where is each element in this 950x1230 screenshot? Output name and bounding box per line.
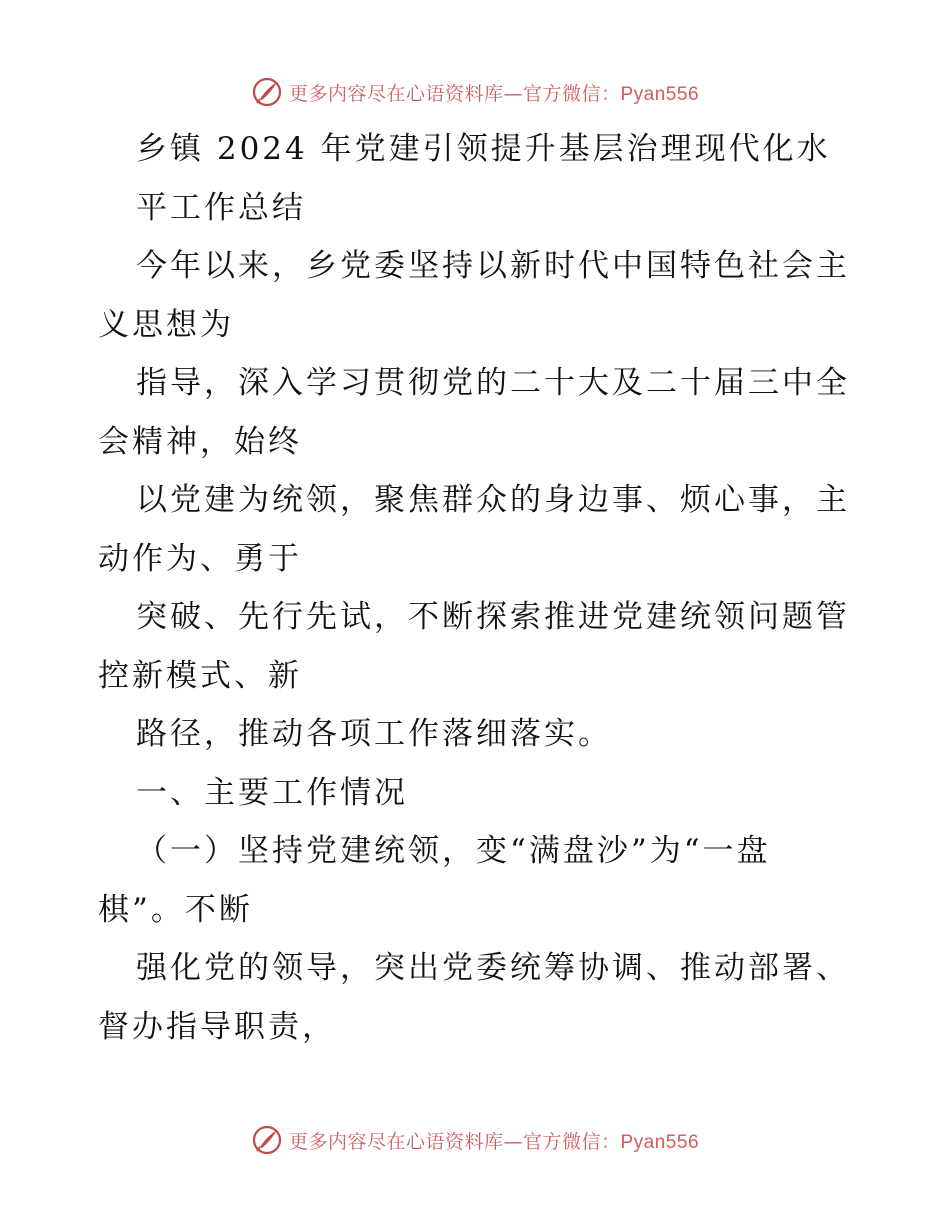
watermark-wechat-id: Pyan556 <box>620 1131 700 1153</box>
document-body <box>98 120 858 1056</box>
text-line: 指导，深入学习贯彻党的二十大及二十届三中全 <box>136 365 850 401</box>
text-line: 一、主要工作情况 <box>136 774 408 811</box>
watermark-wechat-id: Pyan556 <box>620 83 700 105</box>
text-line: 控新模式、新 <box>98 657 302 694</box>
text-line: 强化党的领导，突出党委统筹协调、推动部署、 <box>136 950 850 986</box>
text-line: 突破、先行先试，不断探索推进党建统领问题管 <box>136 599 850 635</box>
text-line: 义思想为 <box>98 306 234 343</box>
text-line: 棋”。不断 <box>98 891 253 928</box>
feather-logo-icon <box>251 76 283 108</box>
watermark-header <box>0 72 950 112</box>
text-line: 会精神，始终 <box>98 423 302 460</box>
text-line: 平工作总结 <box>136 189 306 226</box>
text-line: （一）坚持党建统领，变“满盘沙”为“一盘 <box>136 833 771 869</box>
text-line: 乡镇 2024 年党建引领提升基层治理现代化水 <box>136 131 831 167</box>
text-line: 督办指导职责， <box>98 1008 336 1045</box>
text-line: 路径，推动各项工作落细落实。 <box>136 716 612 752</box>
text-line: 以党建为统领，聚焦群众的身边事、烦心事，主 <box>136 482 850 518</box>
text-line: 动作为、勇于 <box>98 540 302 577</box>
watermark-text: 更多内容尽在心语资料库—官方微信：Pyan556 <box>288 82 700 105</box>
text-line: 今年以来，乡党委坚持以新时代中国特色社会主 <box>136 248 850 284</box>
watermark-text: 更多内容尽在心语资料库—官方微信：Pyan556 <box>288 1130 700 1153</box>
watermark-footer <box>0 1120 950 1160</box>
feather-logo-icon <box>251 1124 283 1156</box>
